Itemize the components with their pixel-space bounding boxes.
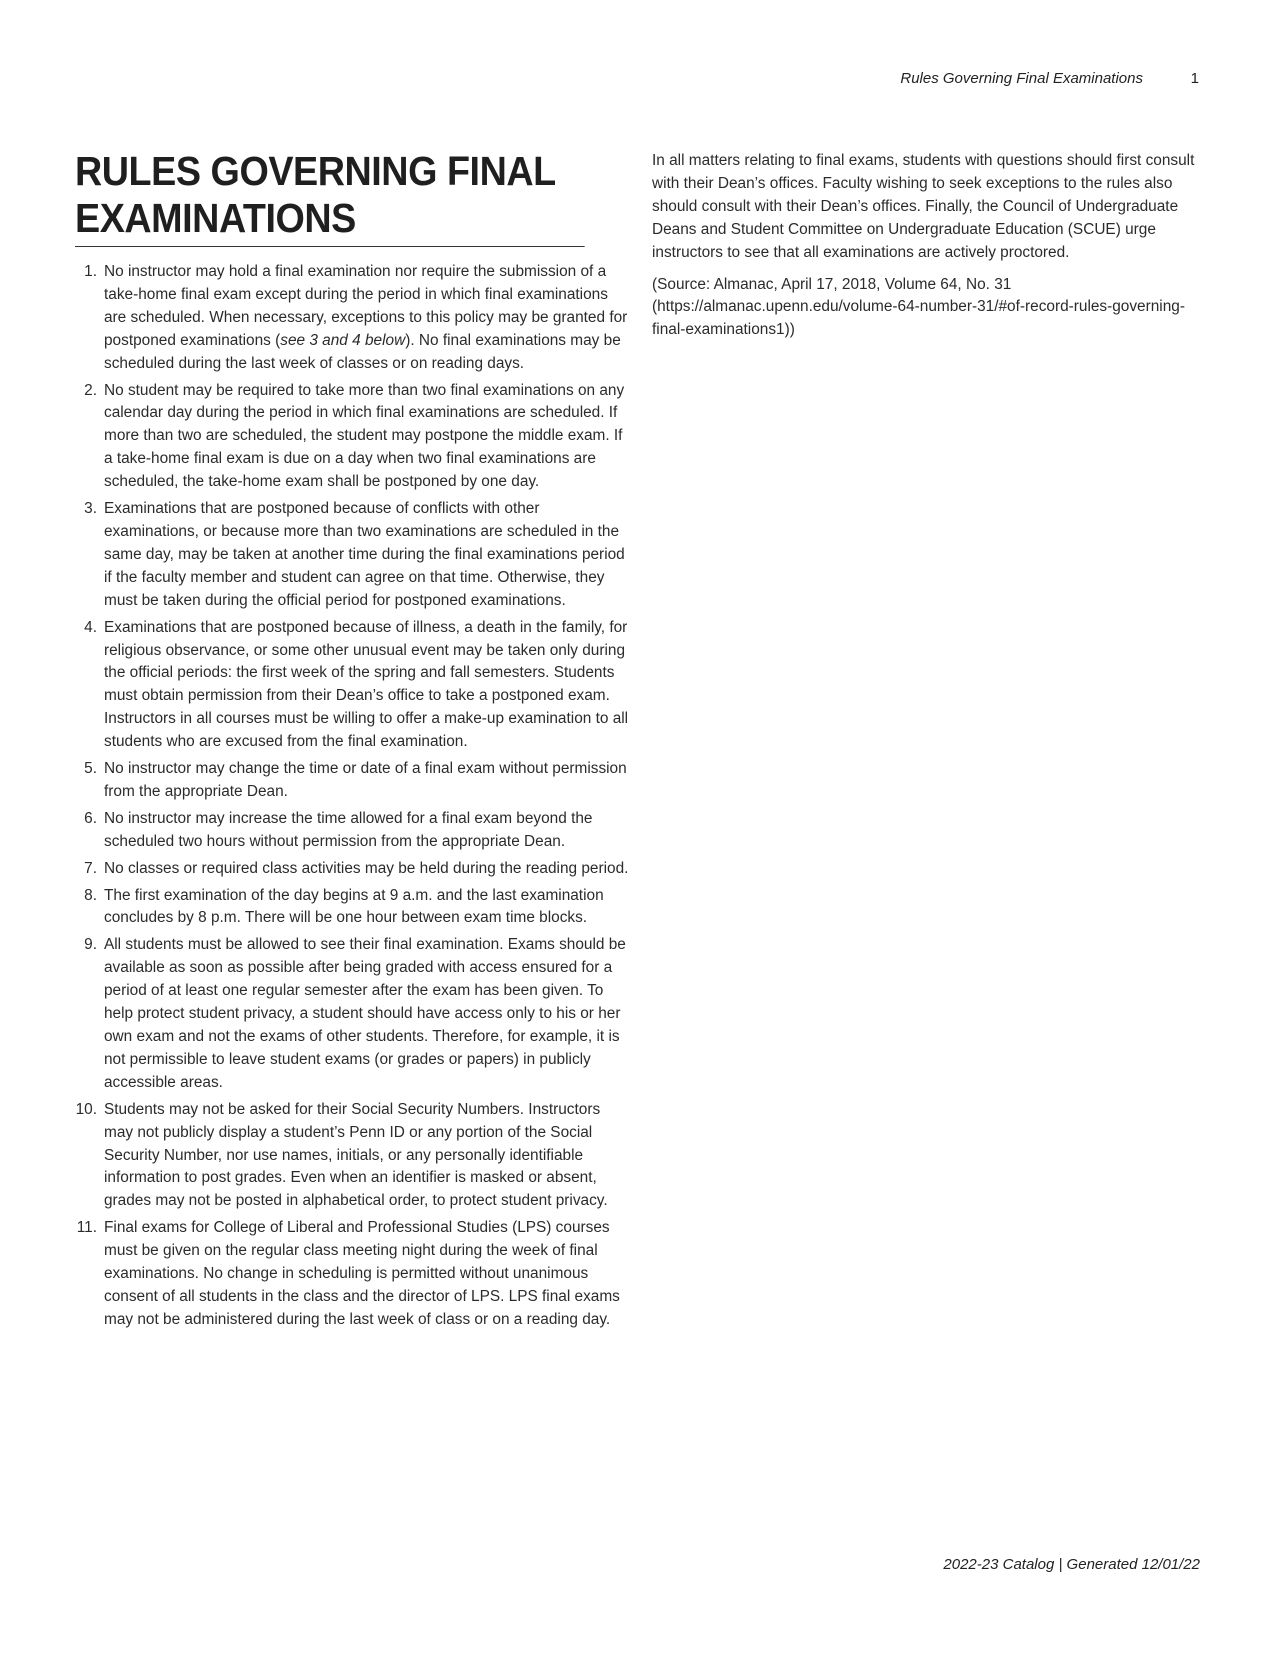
rule-number: 6.	[84, 809, 97, 827]
rule-item	[75, 934, 629, 1094]
rule-text: Examinations that are postponed because of conflicts with other examinations, or because more than two examinations are scheduled in the same day, may be taken at another time during the final examinations period if the faculty member and student can agree on that time. Otherwise, they must be taken during the official period for postponed examinations.	[104, 500, 625, 609]
rule-number: 11.	[76, 1219, 97, 1237]
rule-text: The first examination of the day begins at 9 a.m. and the last examination concludes by 8 p.m. There will be one hour between exam time blocks.	[104, 886, 604, 927]
rule-text: No classes or required class activities may be held during the reading period.	[104, 859, 629, 877]
rule-item	[75, 498, 629, 613]
running-header-title: Rules Governing Final Examinations	[900, 70, 1143, 87]
rule-number: 5.	[84, 760, 97, 778]
rule-number: 3.	[84, 500, 97, 518]
rule-item	[75, 1099, 629, 1214]
rule-number: 4.	[84, 618, 97, 636]
page-title-line-1: RULES GOVERNING FINAL	[75, 148, 556, 194]
guidance-paragraph: In all matters relating to final exams, students with questions should first consult with their Dean’s offices. Faculty wishing to seek exceptions to the rules also should consult with their Dean’s offices. Finally, the Council of Undergraduate Deans and Student Committee on Undergraduate Education (SCUE) urge instructors to see that all examinations are actively proctored.	[652, 152, 1195, 261]
rule-item	[75, 261, 629, 376]
rule-text: Examinations that are postponed because of illness, a death in the family, for religious observance, or some other unusual event may be taken only during the official periods: the first week of the spring and fall semesters. Students must obtain permission from their Dean’s office to take a postponed exam. Instructors in all courses must be willing to offer a make-up examination to all students who are excused from the final examination.	[104, 618, 629, 751]
rule-item	[75, 1217, 629, 1332]
rule-item	[75, 858, 629, 881]
rule-number: 1.	[84, 263, 97, 280]
rule-text-continued: ). No final examinations may be scheduled during the last week of classes or on reading days.	[104, 331, 621, 372]
page-footer: 2022-23 Catalog | Generated 12/01/22	[943, 1556, 1200, 1573]
rule-text: No instructor may increase the time allowed for a final exam beyond the scheduled two hours without permission from the appropriate Dean.	[104, 809, 593, 850]
rule-item	[75, 758, 629, 804]
rule-number: 10.	[75, 1100, 97, 1118]
rules-list	[75, 261, 629, 1332]
rule-italic-reference: see 3 and 4 below	[280, 331, 406, 349]
running-header	[0, 70, 1280, 92]
page-title	[75, 148, 585, 247]
rule-number: 9.	[84, 936, 97, 954]
rule-item	[75, 380, 629, 495]
rule-text: All students must be allowed to see their final examination. Exams should be available as soon as possible after being graded with access ensured for a period of at least one regular semester after the exam has been given. To help protect student privacy, a student should have access only to his or her own exam and not the exams of other students. Therefore, for example, it is not permissible to leave student exams (or grades or papers) in publicly accessible areas.	[104, 936, 626, 1091]
rule-text: Final exams for College of Liberal and Professional Studies (LPS) courses must be given on the regular class meeting night during the week of final examinations. No change in scheduling is permitted without unanimous consent of all students in the class and the director of LPS. LPS final exams may not be administered during the last week of class or on a reading day.	[104, 1219, 620, 1328]
rule-text: No student may be required to take more than two final examinations on any calendar day during the period in which final examinations are scheduled. If more than two are scheduled, the student may postpone the middle exam. If a take-home final exam is due on a day when two final examinations are scheduled, the take-home exam shall be postponed by one day.	[104, 381, 625, 491]
rule-item	[75, 885, 629, 931]
rule-item	[75, 617, 629, 754]
rule-text: Students may not be asked for their Social Security Numbers. Instructors may not publicly display a student’s Penn ID or any portion of the Social Security Number, nor use names, initials, or any personally identifiable information to post grades. Even when an identifier is masked or absent, grades may not be posted in alphabetical order, to protect student privacy.	[104, 1100, 608, 1210]
rule-number: 8.	[84, 886, 97, 904]
rule-text: No instructor may hold a final examination nor require the submission of a take-home final exam except during the period in which final examinations are scheduled. When necessary, exceptions to this policy may be granted for postponed examinations (	[104, 263, 628, 349]
rule-number: 2.	[84, 381, 97, 399]
rule-number: 7.	[84, 859, 97, 877]
rule-item	[75, 808, 629, 854]
page-number: 1	[1190, 70, 1199, 87]
source-citation: (Source: Almanac, April 17, 2018, Volume 64, No. 31 (https://almanac.upenn.edu/volume-64-number-31/#of-record-rules-governing-final-examinations1))	[652, 275, 1185, 339]
right-column	[652, 150, 1206, 351]
rule-text: No instructor may change the time or date of a final exam without permission from the appropriate Dean.	[104, 760, 627, 800]
page-title-line-2: EXAMINATIONS	[75, 195, 356, 241]
left-column	[75, 148, 629, 1336]
